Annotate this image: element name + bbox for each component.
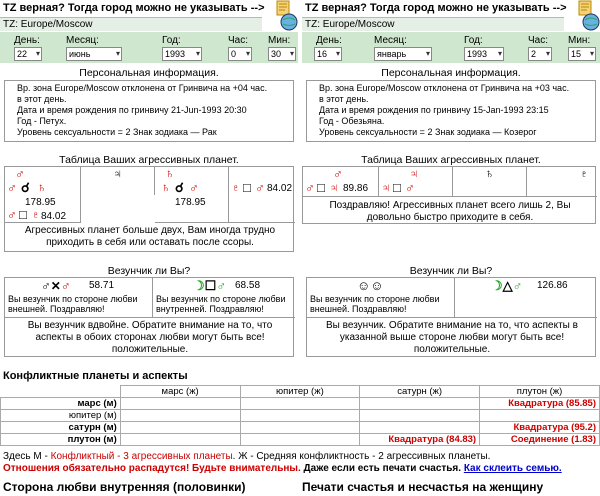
mars-icon: ♂ bbox=[333, 166, 343, 181]
year-label: Год: bbox=[464, 35, 483, 46]
aggr-cell bbox=[5, 167, 81, 223]
aggr-cell bbox=[81, 167, 155, 195]
luck-title-left: Везунчик ли Вы? bbox=[107, 265, 191, 277]
conjunction-icon: ☌ bbox=[21, 180, 30, 195]
col-header: плутон (ж) bbox=[480, 386, 600, 398]
luck-title-right: Везунчик ли Вы? bbox=[409, 265, 493, 277]
min-label: Мин: bbox=[568, 35, 591, 46]
aggr-table-right bbox=[302, 166, 596, 224]
bottom-left-heading: Сторона любви внутренняя (половинки) bbox=[3, 480, 246, 494]
aggr-cell bbox=[453, 167, 527, 197]
day-label: День: bbox=[14, 35, 40, 46]
tz-question-left: TZ верная? Тогда город можно не указывать --> bbox=[3, 2, 265, 14]
table-cell bbox=[120, 398, 240, 410]
aggr-title-right: Таблица Ваших агрессивных планет. bbox=[361, 154, 541, 166]
mars-icon: ♂ bbox=[7, 207, 17, 222]
personal-line: Вр. зона Europe/Moscow отклонена от Гринвича на +04 час. bbox=[17, 83, 268, 93]
table-cell bbox=[360, 410, 480, 422]
aggr-cell bbox=[379, 167, 453, 197]
aggr-value: 84.02 bbox=[267, 183, 293, 194]
luck-value: 126.86 bbox=[537, 280, 568, 291]
personal-line: Год - Петух. bbox=[17, 116, 67, 126]
date-bar-right bbox=[302, 32, 600, 63]
personal-line: Дата и время рождения по гринвичу 15-Jan-1993 23:15 bbox=[319, 105, 549, 115]
aggr-table-left bbox=[4, 166, 294, 252]
tz-question-right: TZ верная? Тогда город можно не указывать --> bbox=[305, 2, 567, 14]
glue-family-link[interactable]: Как склеить семью. bbox=[463, 463, 562, 474]
pluto-icon: ♇ bbox=[31, 207, 41, 222]
corner-cell bbox=[1, 386, 121, 398]
pluto-icon: ♇ bbox=[579, 166, 589, 181]
table-cell bbox=[480, 410, 600, 422]
table-cell bbox=[480, 422, 600, 434]
month-label: Месяц: bbox=[374, 35, 407, 46]
mars-icon: ♂ bbox=[405, 180, 415, 195]
aggr-text-right: Поздравляю! Агрессивных планет всего лишь 2, Вы довольно быстро приходите в себя. bbox=[329, 200, 571, 223]
col-header: марс (ж) bbox=[120, 386, 240, 398]
year-label: Год: bbox=[162, 35, 181, 46]
table-row bbox=[1, 410, 600, 422]
personal-line: в этот день. bbox=[17, 94, 67, 104]
aggr-cell bbox=[527, 167, 597, 197]
row-header: сатурн (м) bbox=[1, 422, 121, 434]
personal-line: Год - Обезьяна. bbox=[319, 116, 385, 126]
jupiter-icon: ♃ bbox=[329, 180, 339, 195]
aggr-value: 84.02 bbox=[41, 211, 67, 222]
table-row bbox=[1, 422, 600, 434]
table-cell bbox=[120, 410, 240, 422]
personal-box-left bbox=[4, 80, 294, 142]
globe-icon[interactable] bbox=[576, 0, 600, 32]
aspect-value: Соединение (1.83) bbox=[510, 434, 596, 445]
day-select[interactable]: 16 ▾ bbox=[314, 47, 342, 61]
aggr-value: 178.95 bbox=[175, 197, 206, 208]
tz-bar-right bbox=[302, 0, 600, 17]
mars-icon: ♂ bbox=[15, 166, 25, 181]
right-panel bbox=[302, 0, 600, 360]
saturn-icon: ♄ bbox=[165, 166, 175, 181]
luck-value: 68.58 bbox=[235, 280, 261, 291]
table-cell bbox=[360, 398, 480, 410]
table-cell bbox=[240, 398, 360, 410]
legend-text: Здесь М - bbox=[3, 451, 51, 462]
tz-value-left: TZ: Europe/Moscow bbox=[0, 17, 262, 31]
personal-title-left: Персональная информация. bbox=[79, 67, 219, 79]
warning-text-2: Даже если есть печати счастья. bbox=[300, 463, 464, 474]
bottom-right-heading: Печати счастья и несчастья на женщину bbox=[302, 480, 544, 494]
square-icon: □ bbox=[393, 180, 401, 195]
jupiter-icon: ♃ bbox=[409, 166, 419, 181]
conflict-warning bbox=[3, 463, 562, 474]
table-cell bbox=[240, 410, 360, 422]
luck-summary-left: Вы везунчик вдвойне. Обратите внимание на то, что аспекты в обоих сторонах любви могут быть все! положительные. bbox=[27, 320, 273, 355]
globe-icon[interactable] bbox=[274, 0, 298, 32]
table-header bbox=[1, 386, 600, 398]
conjunction-icon: ☌ bbox=[175, 180, 184, 195]
legend-red-text: Конфликтный - 3 агрессивных планеты bbox=[50, 451, 233, 462]
mars-icon: ♂ bbox=[305, 180, 315, 195]
tz-value-right: TZ: Europe/Moscow bbox=[302, 17, 564, 31]
luck-cell bbox=[307, 278, 455, 318]
luck-cell bbox=[455, 278, 597, 318]
year-select[interactable]: 1993 ▾ bbox=[162, 47, 202, 61]
personal-line: Дата и время рождения по гринвичу 21-Jun-1993 20:30 bbox=[17, 105, 247, 115]
warning-text: Отношения обязательно распадутся! Будьте внимательны. bbox=[3, 463, 301, 474]
luck-text: Вы везунчик по стороне любви внутренней. Поздравляю! bbox=[156, 294, 286, 314]
table-cell bbox=[240, 422, 360, 434]
min-select[interactable]: 15 ▾ bbox=[568, 47, 596, 61]
table-cell bbox=[480, 434, 600, 446]
saturn-icon: ♄ bbox=[37, 180, 47, 195]
personal-title-right: Персональная информация. bbox=[381, 67, 521, 79]
table-cell bbox=[360, 422, 480, 434]
pluto-icon: ♇ bbox=[231, 180, 241, 195]
luck-aspect-icon: ☽☐♂ bbox=[193, 278, 227, 293]
saturn-icon: ♄ bbox=[161, 180, 171, 195]
month-label: Месяц: bbox=[66, 35, 99, 46]
aggr-title-left: Таблица Ваших агрессивных планет. bbox=[59, 154, 239, 166]
luck-text: Вы везунчик по стороне любви внешней. Поздравляю! bbox=[310, 294, 440, 314]
col-header: юпитер (ж) bbox=[240, 386, 360, 398]
luck-cell bbox=[5, 278, 153, 318]
aggr-cell bbox=[229, 167, 295, 223]
luck-cell bbox=[153, 278, 295, 318]
mars-icon: ♂ bbox=[7, 180, 17, 195]
luck-summary-right: Вы везунчик. Обратите внимание на то, что аспекты в указанной выше стороне любви могут быть все! положительные. bbox=[326, 320, 578, 355]
tz-bar-left bbox=[0, 0, 298, 17]
luck-aspect-icon: ☽△♂ bbox=[491, 278, 523, 293]
table-row bbox=[1, 398, 600, 410]
square-icon: □ bbox=[317, 180, 325, 195]
aspect-value: Квадратура (85.85) bbox=[508, 398, 596, 409]
legend-text: . Ж - Средняя конфликтность - 2 агрессивных планеты. bbox=[232, 451, 491, 462]
aspect-value: Квадратура (95.2) bbox=[513, 422, 596, 433]
day-select[interactable]: 22 ▾ bbox=[14, 47, 42, 61]
personal-line: в этот день. bbox=[319, 94, 369, 104]
aggr-value: 89.86 bbox=[343, 183, 369, 194]
jupiter-icon: ♃ bbox=[112, 166, 123, 181]
aggr-value: 178.95 bbox=[25, 197, 56, 208]
mars-icon: ♂ bbox=[255, 180, 265, 195]
luck-aspect-icon: ♂✕♂ bbox=[41, 278, 71, 293]
conflict-table bbox=[0, 385, 600, 446]
row-header: марс (м) bbox=[1, 398, 121, 410]
table-cell bbox=[120, 422, 240, 434]
month-select[interactable]: июнь ▾ bbox=[66, 47, 122, 61]
conflict-title: Конфликтные планеты и аспекты bbox=[3, 370, 188, 382]
luck-table-right bbox=[306, 277, 596, 357]
min-select[interactable]: 30 ▾ bbox=[268, 47, 296, 61]
left-panel bbox=[0, 0, 298, 360]
jupiter-icon: ♃ bbox=[381, 180, 391, 195]
luck-text: Вы везунчик по стороне любви внешней. Поздравляю! bbox=[8, 294, 138, 314]
personal-line: Уровень сексуальности = 2 Знак зодиака — Козерог bbox=[319, 127, 537, 137]
hour-label: Час: bbox=[528, 35, 549, 46]
personal-line: Уровень сексуальности = 2 Знак зодиака — Рак bbox=[17, 127, 217, 137]
month-select[interactable]: январь ▾ bbox=[374, 47, 432, 61]
luck-value: 58.71 bbox=[89, 280, 115, 291]
row-header: юпитер (м) bbox=[1, 410, 121, 422]
aspect-value: Квадратура (84.83) bbox=[388, 434, 477, 445]
table-cell bbox=[240, 434, 360, 446]
personal-box-right bbox=[306, 80, 596, 142]
mars-icon: ♂ bbox=[189, 180, 199, 195]
table-cell bbox=[480, 398, 600, 410]
col-header: сатурн (ж) bbox=[360, 386, 480, 398]
date-bar-left bbox=[0, 32, 298, 63]
hour-select[interactable]: 0 ▾ bbox=[228, 47, 252, 61]
row-header: плутон (м) bbox=[1, 434, 121, 446]
square-icon: □ bbox=[19, 207, 27, 222]
day-label: День: bbox=[316, 35, 342, 46]
hour-label: Час: bbox=[228, 35, 249, 46]
aggr-cell bbox=[155, 167, 229, 223]
year-select[interactable]: 1993 ▾ bbox=[464, 47, 504, 61]
conflict-legend bbox=[3, 451, 490, 462]
aggr-text-left: Агрессивных планет больше двух, Вам иногда трудно приходить в себя или оставать после ссоры. bbox=[24, 225, 276, 248]
personal-line: Вр. зона Europe/Moscow отклонена от Гринвича на +03 час. bbox=[319, 83, 570, 93]
square-icon: □ bbox=[243, 180, 251, 195]
hour-select[interactable]: 2 ▾ bbox=[528, 47, 552, 61]
smiley-icon: ☺☺ bbox=[357, 278, 384, 293]
table-cell bbox=[120, 434, 240, 446]
table-row bbox=[1, 434, 600, 446]
aggr-cell bbox=[303, 167, 379, 197]
luck-table-left bbox=[4, 277, 294, 357]
saturn-icon: ♄ bbox=[484, 166, 495, 181]
table-cell bbox=[360, 434, 480, 446]
min-label: Мин: bbox=[268, 35, 291, 46]
